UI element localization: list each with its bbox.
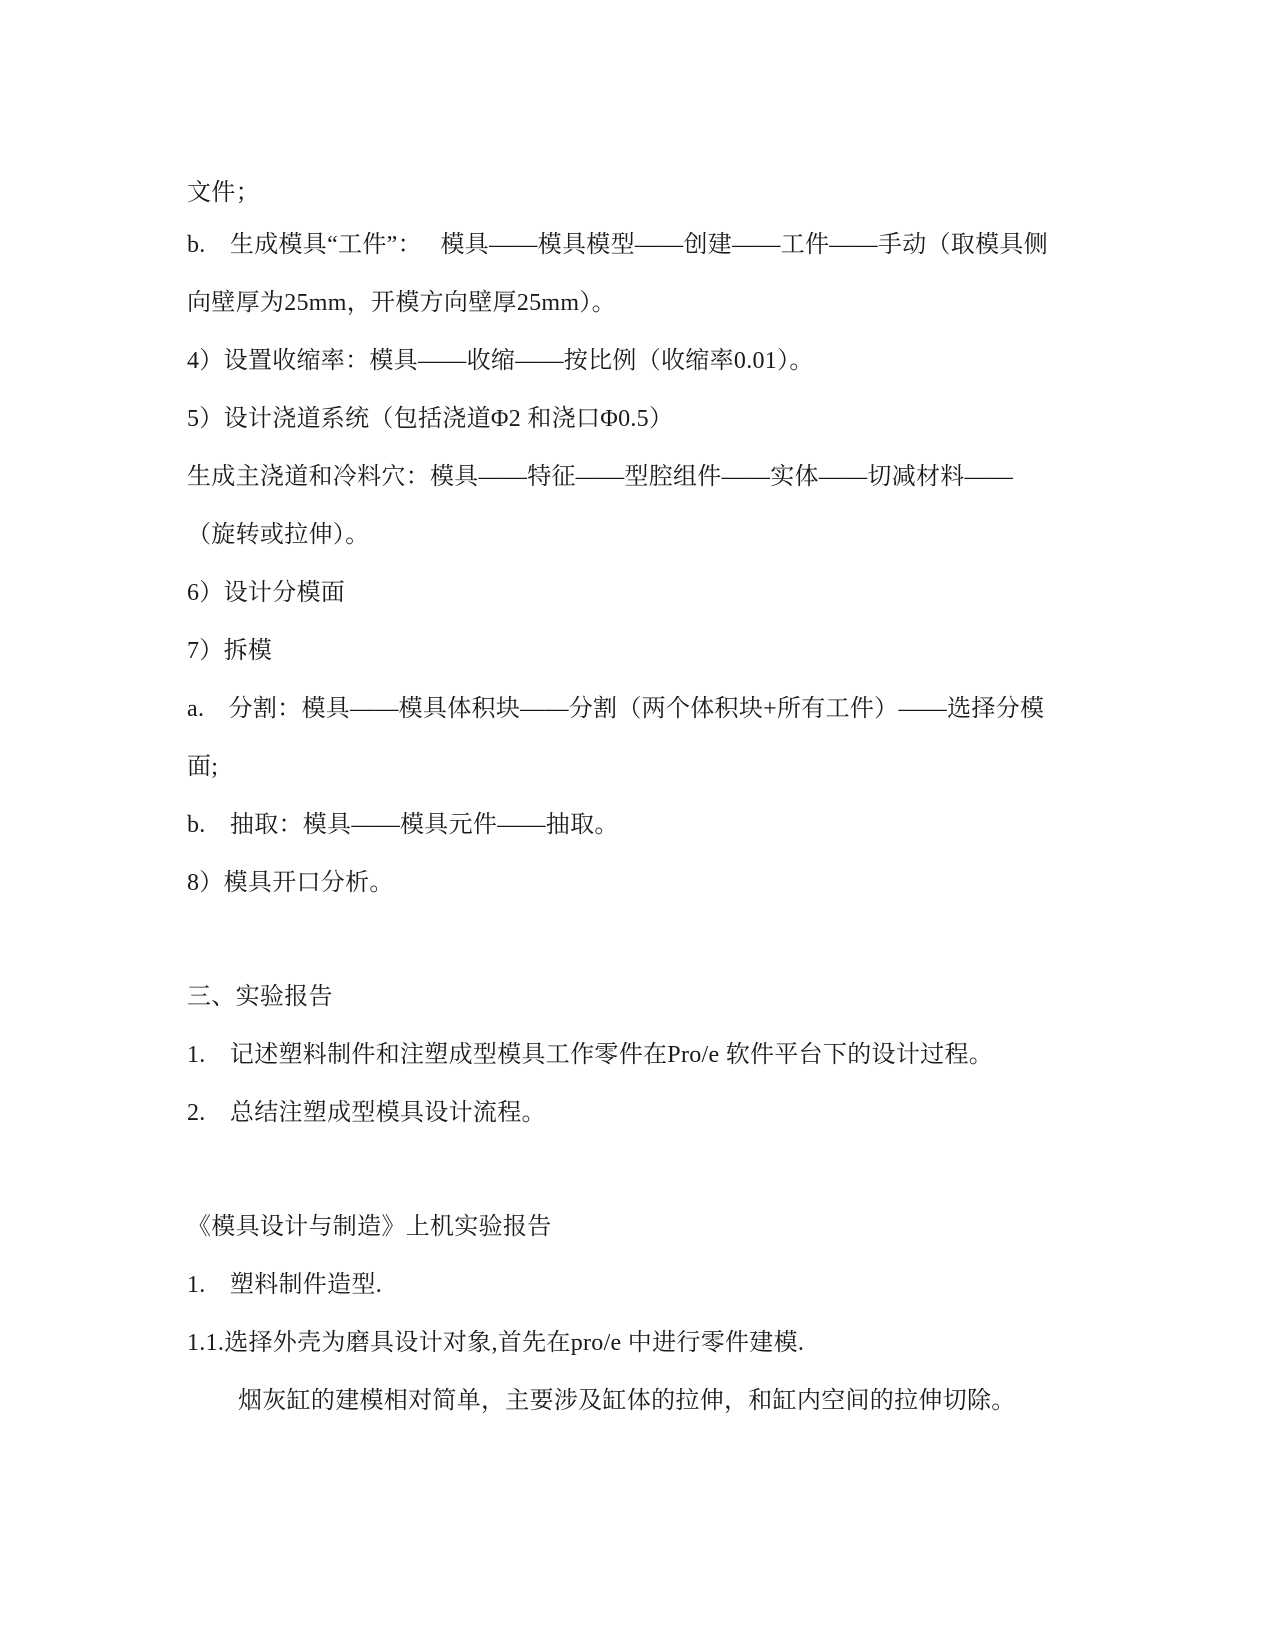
text-line-rotate-extrude: （旋转或拉伸）。 bbox=[187, 522, 370, 548]
text-line-split-step-cont: 面; bbox=[187, 754, 219, 780]
text-line-report-item-2: 2. 总结注塑成型模具设计流程。 bbox=[187, 1100, 546, 1126]
report-title: 《模具设计与制造》上机实验报告 bbox=[187, 1214, 552, 1240]
text-line-runner-system: 5）设计浇道系统（包括浇道Φ2 和浇口Φ0.5） bbox=[187, 406, 674, 432]
text-line-split-mold: 7）拆模 bbox=[187, 638, 273, 664]
text-line-file-end: 文件； bbox=[187, 180, 260, 206]
text-line-parting-surface: 6）设计分模面 bbox=[187, 580, 346, 606]
text-line-split-step: a. 分割：模具——模具体积块——分割（两个体积块+所有工件）——选择分模 bbox=[187, 696, 1045, 722]
text-line-wall-thickness: 向壁厚为25mm，开模方向壁厚25mm）。 bbox=[187, 290, 616, 316]
text-line-report-item-1: 1. 记述塑料制件和注塑成型模具工作零件在Pro/e 软件平台下的设计过程。 bbox=[187, 1042, 994, 1068]
text-line-mold-open-analysis: 8）模具开口分析。 bbox=[187, 870, 394, 896]
text-line-sprue: 生成主浇道和冷料穴：模具——特征——型腔组件——实体——切减材料—— bbox=[187, 464, 1014, 490]
text-line-extract-step: b. 抽取：模具——模具元件——抽取。 bbox=[187, 812, 619, 838]
text-line-shrinkage: 4）设置收缩率：模具——收缩——按比例（收缩率0.01）。 bbox=[187, 348, 814, 374]
section-heading-experiment-report: 三、实验报告 bbox=[187, 984, 333, 1010]
text-line-ashtray-modeling: 烟灰缸的建模相对简单，主要涉及缸体的拉伸，和缸内空间的拉伸切除。 bbox=[238, 1388, 1016, 1414]
text-line-workpiece-step: b. 生成模具“工件”： 模具——模具模型——创建——工件——手动（取模具侧 bbox=[187, 232, 1049, 258]
text-line-part-modeling: 1. 塑料制件造型. bbox=[187, 1272, 382, 1298]
text-line-select-housing: 1.1.选择外壳为磨具设计对象,首先在pro/e 中进行零件建模. bbox=[187, 1330, 805, 1356]
